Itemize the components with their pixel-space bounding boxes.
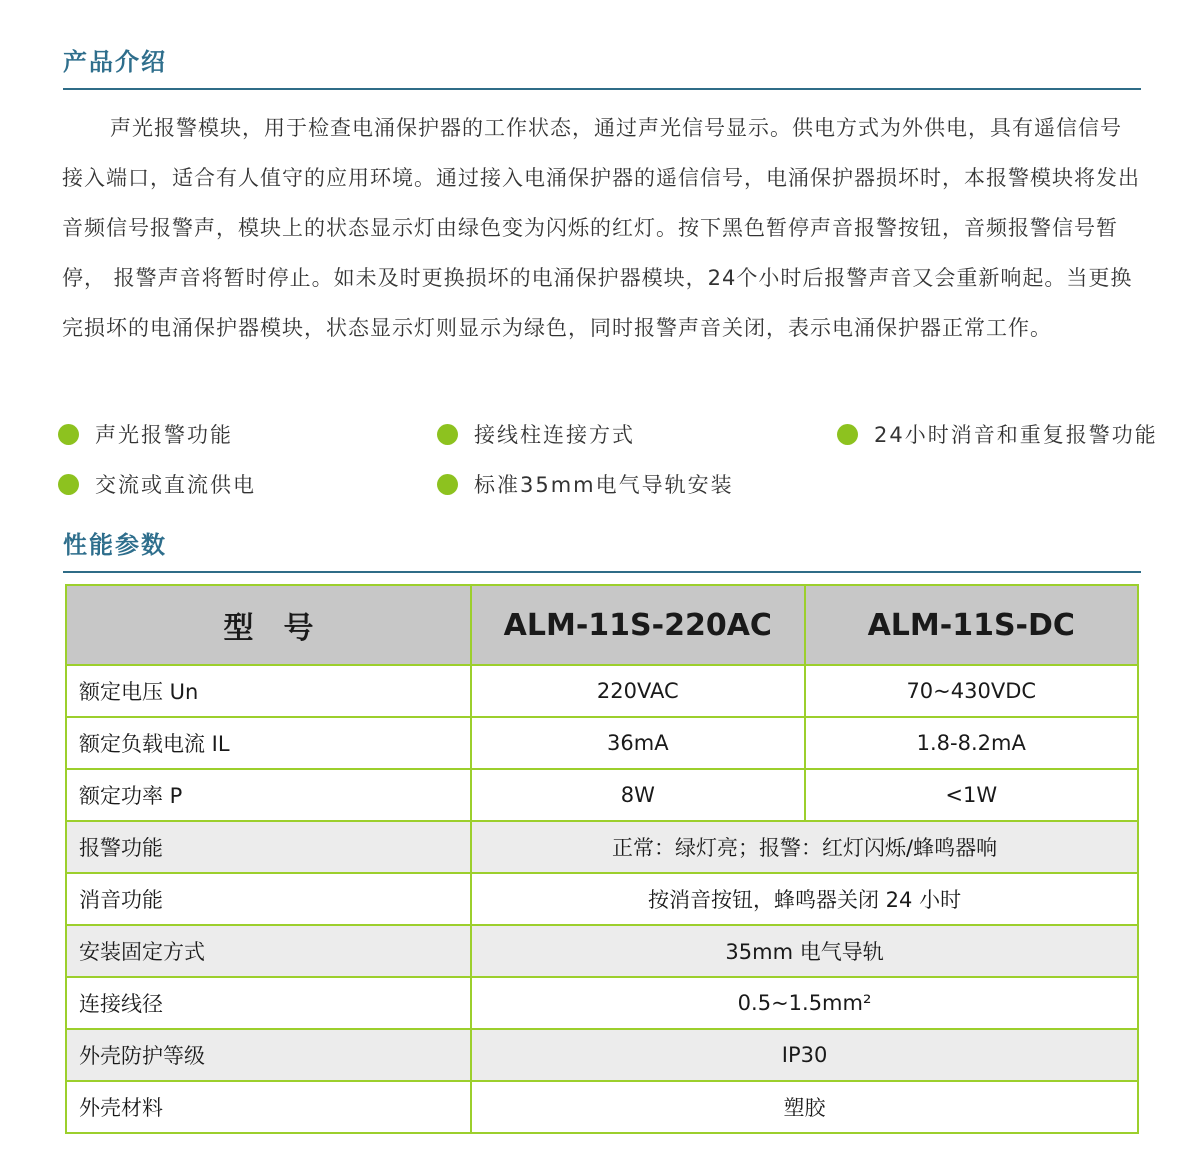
row-label: 外壳材料 [66, 1081, 471, 1133]
bullet-dot-icon [58, 474, 79, 495]
table-row [66, 717, 1138, 769]
feature-label: 标准35mm电气导轨安装 [474, 473, 734, 497]
params-section-title: 性能参数 [63, 531, 167, 559]
feature-label: 交流或直流供电 [95, 473, 256, 497]
feature-label: 声光报警功能 [95, 423, 233, 447]
table-row [66, 977, 1138, 1029]
row-value: 正常：绿灯亮；报警：红灯闪烁/蜂鸣器响 [471, 821, 1138, 873]
feature-item [58, 469, 256, 499]
params-table [65, 584, 1139, 1134]
bullet-dot-icon [837, 424, 858, 445]
row-label: 额定电压 Un [66, 665, 471, 717]
feature-item [437, 419, 635, 449]
feature-item [437, 469, 734, 499]
table-row [66, 821, 1138, 873]
row-value-dc: 1.8-8.2mA [805, 717, 1139, 769]
row-label: 额定负载电流 IL [66, 717, 471, 769]
row-value-dc: <1W [805, 769, 1139, 821]
row-value: 按消音按钮，蜂鸣器关闭 24 小时 [471, 873, 1138, 925]
intro-section-title: 产品介绍 [63, 48, 167, 76]
params-title-rule [63, 571, 1141, 573]
bullet-dot-icon [58, 424, 79, 445]
row-label: 额定功率 P [66, 769, 471, 821]
row-label: 连接线径 [66, 977, 471, 1029]
bullet-dot-icon [437, 424, 458, 445]
row-value-ac: 220VAC [471, 665, 804, 717]
feature-label: 24小时消音和重复报警功能 [874, 423, 1158, 447]
header-model-ac: ALM-11S-220AC [471, 585, 804, 665]
feature-item [58, 419, 233, 449]
table-row [66, 769, 1138, 821]
row-value: 塑胶 [471, 1081, 1138, 1133]
row-label: 报警功能 [66, 821, 471, 873]
row-value-ac: 36mA [471, 717, 804, 769]
row-value: IP30 [471, 1029, 1138, 1081]
table-row [66, 665, 1138, 717]
table-header-row [66, 585, 1138, 665]
row-label: 外壳防护等级 [66, 1029, 471, 1081]
table-row [66, 1081, 1138, 1133]
row-label: 安装固定方式 [66, 925, 471, 977]
table-row [66, 925, 1138, 977]
header-model-dc: ALM-11S-DC [805, 585, 1139, 665]
intro-title-rule [63, 88, 1141, 90]
row-value-dc: 70~430VDC [805, 665, 1139, 717]
intro-paragraph: 声光报警模块，用于检查电涌保护器的工作状态，通过声光信号显示。供电方式为外供电，具有遥信信号接入端口，适合有人值守的应用环境。通过接入电涌保护器的遥信信号，电涌保护器损坏时，本报警模块将发出音频信号报警声，模块上的状态显示灯由绿色变为闪烁的红灯。按下黑色暂停声音报警按钮，音频报警信号暂停， 报警声音将暂时停止。如未及时更换损坏的电涌保护器模块，24个小时后报警声音又会重新响起。当更换完损坏的电涌保护器模块，状态显示灯则显示为绿色，同时报警声音关闭，表示电涌保护器正常工作。 [62, 116, 1140, 340]
header-model: 型 号 [66, 585, 471, 665]
table-row [66, 1029, 1138, 1081]
table-row [66, 873, 1138, 925]
row-value: 0.5~1.5mm² [471, 977, 1138, 1029]
feature-item [837, 419, 1158, 449]
row-value: 35mm 电气导轨 [471, 925, 1138, 977]
row-label: 消音功能 [66, 873, 471, 925]
row-value-ac: 8W [471, 769, 804, 821]
bullet-dot-icon [437, 474, 458, 495]
feature-label: 接线柱连接方式 [474, 423, 635, 447]
